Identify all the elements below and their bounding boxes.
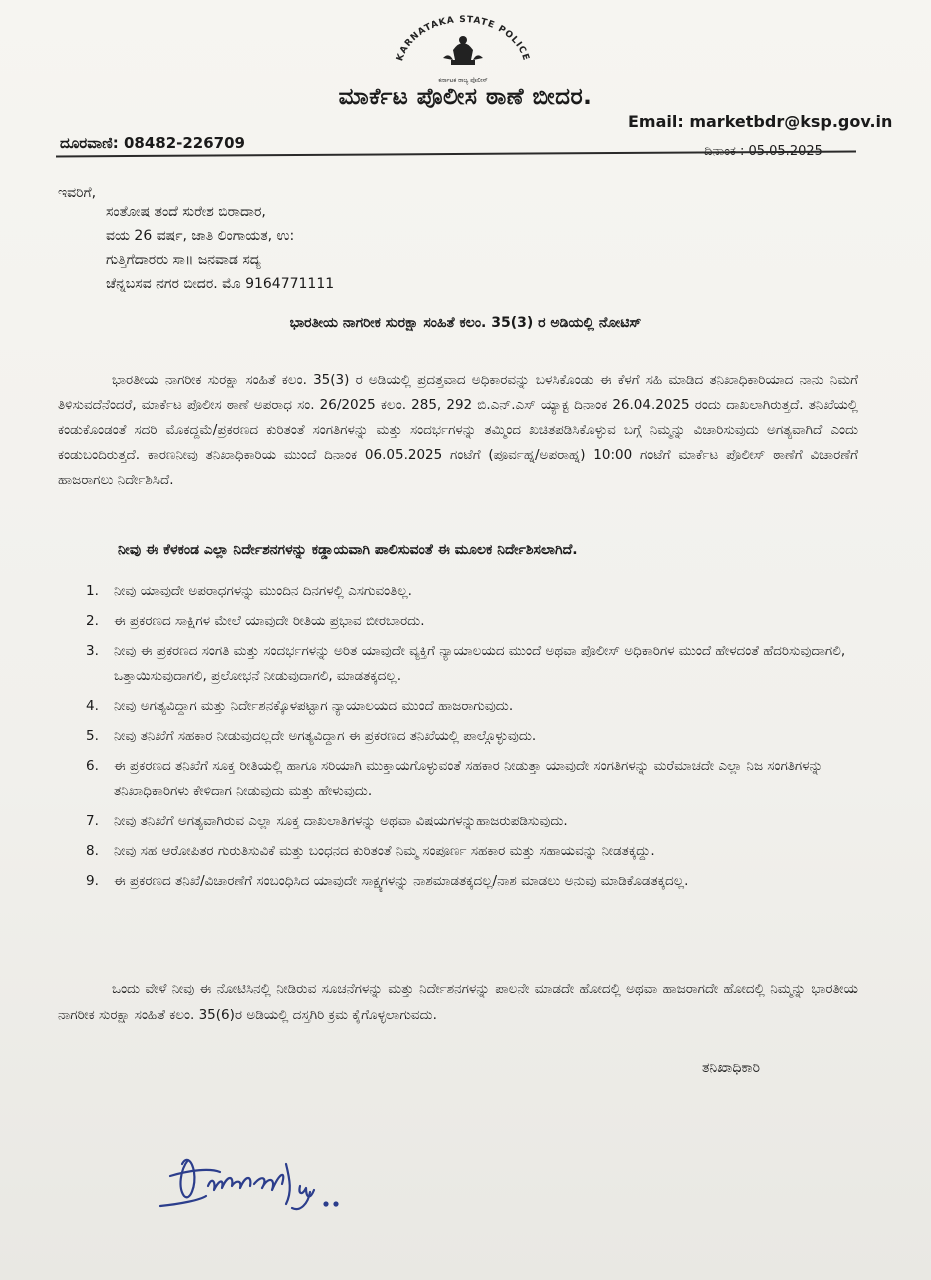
recipient-label: ಇವರಿಗೆ,: [58, 185, 97, 201]
direction-item: [86, 754, 866, 804]
item-number: 5.: [86, 728, 99, 744]
phone-number: ದೂರವಾಣಿ: 08482-226709: [60, 134, 245, 152]
item-text: ಈ ಪ್ರಕರಣದ ತನಿಖೆಗೆ ಸೂಕ್ತ ರೀತಿಯಲ್ಲಿ ಹಾಗೂ ಸರಿಯಾಗಿ ಮುಕ್ತಾಯಗೊಳ್ಳುವಂತೆ ಸಹಕಾರ ನೀಡುತ್ತಾ ಯಾವುದೇ ಸಂಗತಿಗಳನ್ನು ಮರೆಮಾಚದೇ ಎಲ್ಲಾ ನಿಜ ಸಂಗತಿಗಳನ್ನು ತನಿಖಾಧಿಕಾರಿಗಳು ಕೇಳಿದಾಗ ನೀಡುವುದು ಮತ್ತು ಹೇಳುವುದು.: [114, 758, 824, 799]
direction-item: [86, 869, 866, 894]
item-text: ನೀವು ಈ ಪ್ರಕರಣದ ಸಂಗತಿ ಮತ್ತು ಸಂದರ್ಭಗಳನ್ನು ಅರಿತ ಯಾವುದೇ ವ್ಯಕ್ತಿಗೆ ನ್ಯಾಯಾಲಯದ ಮುಂದೆ ಅಥವಾ ಪೊಲೀಸ್ ಅಧಿಕಾರಿಗಳ ಮುಂದೆ ಹೇಳದಂತೆ ಹೆದರಿಸುವುದಾಗಲಿ, ಒತ್ತಾಯಿಸುವುದಾಗಲಿ, ಪ್ರಲೋಭನೆ ನೀಡುವುದಾಗಲಿ, ಮಾಡತಕ್ಕದಲ್ಲ.: [114, 643, 846, 684]
svg-text:KARNATAKA STATE POLICE: KARNATAKA STATE POLICE: [395, 14, 531, 63]
item-number: 6.: [86, 758, 99, 774]
item-number: 7.: [86, 813, 99, 829]
item-text: ನೀವು ಯಾವುದೇ ಅಪರಾಧಗಳನ್ನು ಮುಂದಿನ ದಿನಗಳಲ್ಲಿ ಎಸಗುವಂತಿಲ್ಲ.: [114, 583, 412, 599]
address-line: ವಯ 26 ವರ್ಷ, ಜಾತಿ ಲಿಂಗಾಯತ, ಉ:: [106, 228, 295, 244]
direction-item: [86, 609, 866, 634]
email-address: Email: marketbdr@ksp.gov.in: [628, 112, 893, 131]
svg-text:ಕರ್ನಾಟಕ ರಾಜ್ಯ ಪೊಲೀಸ್: ಕರ್ನಾಟಕ ರಾಜ್ಯ ಪೊಲೀಸ್: [438, 77, 488, 84]
notice-subject: ಭಾರತೀಯ ನಾಗರೀಕ ಸುರಕ್ಷಾ ಸಂಹಿತೆ ಕಲಂ. 35(3) ರ ಅಡಿಯಲ್ಲಿ ನೋಟಿಸ್: [289, 315, 642, 331]
notice-body: ಭಾರತೀಯ ನಾಗರೀಕ ಸುರಕ್ಷಾ ಸಂಹಿತೆ ಕಲಂ. 35(3) ರ ಅಡಿಯಲ್ಲಿ ಪ್ರದತ್ತವಾದ ಅಧಿಕಾರವನ್ನು ಬಳಸಿಕೊಂಡು ಈ ಕೆಳಗೆ ಸಹಿ ಮಾಡಿದ ತನಿಖಾಧಿಕಾರಿಯಾದ ನಾನು ನಿಮಗೆ ತಿಳಿಸುವದೆನೆಂದರೆ, ಮಾರ್ಕೆಟ ಪೊಲೀಸ ಠಾಣೆ ಅಪರಾಧ ಸಂ. 26/2025 ಕಲಂ. 285, 292 ಬಿ.ಎನ್.ಎಸ್ ಯ್ಯಾಕ್ಟ ದಿನಾಂಕ 26.04.2025 ರಂದು ದಾಖಲಾಗಿರುತ್ತದೆ. ತನಿಖೆಯಲ್ಲಿ ಕಂಡುಕೊಂಡಂತೆ ಸದರಿ ಮೊಕದ್ದಮೆ/ಪ್ರಕರಣದ ಕುರಿತಂತೆ ಸಂಗತಿಗಳನ್ನು ಮತ್ತು ಸಂದರ್ಭಗಳನ್ನು ತಮ್ಮಿಂದ ಖಚಿತಪಡಿಸಿಕೊಳ್ಳುವ ಬಗ್ಗೆ ನಿಮ್ಮನ್ನು ವಿಚಾರಿಸುವುದು ಅಗತ್ಯವಾಗಿದೆ ಎಂದು ಕಂಡುಬಂದಿರುತ್ತದೆ. ಕಾರಣನೀವು ತನಿಖಾಧಿಕಾರಿಯ ಮುಂದೆ ದಿನಾಂಕ 06.05.2025 ಗಂಟೆಗೆ (ಪೂರ್ವಹ್ನ/ಅಪರಾಹ್ನ) 10:00 ಗಂಟೆಗೆ ಮಾರ್ಕೆಟ ಪೊಲೀಸ್ ಠಾಣೆಗೆ ವಿಚಾರಣೆಗೆ ಹಾಜರಾಗಲು ನಿರ್ದೇಶಿಸಿದೆ.: [58, 372, 858, 488]
item-number: 2.: [86, 613, 99, 629]
direction-item: [86, 809, 866, 834]
item-text: ಈ ಪ್ರಕರಣದ ಸಾಕ್ಷಿಗಳ ಮೇಲೆ ಯಾವುದೇ ರೀತಿಯ ಪ್ರಭಾವ ಬೀರಬಾರದು.: [114, 613, 425, 629]
item-number: 3.: [86, 643, 99, 659]
item-number: 9.: [86, 873, 99, 889]
item-text: ಈ ಪ್ರಕರಣದ ತನಿಖೆ/ವಿಚಾರಣೆಗೆ ಸಂಬಂಧಿಸಿದ ಯಾವುದೇ ಸಾಕ್ಷ್ಯಗಳನ್ನು ನಾಶಮಾಡತಕ್ಕದಲ್ಲ/ನಾಶ ಮಾಡಲು ಅನುವು ಮಾಡಿಕೊಡತಕ್ಕದಲ್ಲ.: [114, 873, 689, 889]
directions-list: [86, 579, 866, 899]
direction-item: [86, 839, 866, 864]
direction-item: [86, 639, 866, 689]
police-emblem-logo: [383, 14, 543, 94]
office-title: ಮಾರ್ಕೆಟ ಪೊಲೀಸ ಠಾಣೆ ಬೀದರ.: [338, 84, 593, 110]
direction-item: [86, 579, 866, 604]
item-number: 1.: [86, 583, 99, 599]
direction-item: [86, 694, 866, 719]
address-line: ಚೆನ್ನಬಸವ ನಗರ ಬೀದರ. ಮೊ 9164771111: [106, 276, 335, 292]
direction-item: [86, 724, 866, 749]
officer-signature: [150, 1130, 380, 1220]
officer-designation: ತನಿಖಾಧಿಕಾರಿ: [702, 1060, 761, 1076]
recipient-address: [106, 200, 334, 296]
directive-heading: ನೀವು ಈ ಕೆಳಕಂಡ ಎಲ್ಲಾ ನಿರ್ದೇಶನಗಳನ್ನು ಕಡ್ಡಾಯವಾಗಿ ಪಾಲಿಸುವಂತೆ ಈ ಮೂಲಕ ನಿರ್ದೇಶಿಸಲಾಗಿದೆ.: [118, 542, 578, 558]
address-line: ಸಂತೋಷ ತಂದೆ ಸುರೇಶ ಬಿರಾದಾರ,: [106, 204, 266, 220]
item-text: ನೀವು ಸಹ ಆರೋಪಿತರ ಗುರುತಿಸುವಿಕೆ ಮತ್ತು ಬಂಧನದ ಕುರಿತಂತೆ ನಿಮ್ಮ ಸಂಪೂರ್ಣ ಸಹಕಾರ ಮತ್ತು ಸಹಾಯವನ್ನು ನೀಡತಕ್ಕದ್ದು.: [114, 843, 655, 859]
item-number: 8.: [86, 843, 99, 859]
closing-paragraph: ಒಂದು ವೇಳೆ ನೀವು ಈ ನೋಟಿಸಿನಲ್ಲಿ ನೀಡಿರುವ ಸೂಚನೆಗಳನ್ನು ಮತ್ತು ನಿರ್ದೇಶನಗಳನ್ನು ಪಾಲನೇ ಮಾಡದೇ ಹೋದಲ್ಲಿ ಅಥವಾ ಹಾಜರಾಗದೇ ಹೋದಲ್ಲಿ ನಿಮ್ಮನ್ನು ಭಾರತೀಯ ನಾಗರೀಕ ಸುರಕ್ಷಾ ಸಂಹಿತೆ ಕಲಂ. 35(6)ರ ಅಡಿಯಲ್ಲಿ ದಸ್ತಗಿರಿ ಕ್ರಮ ಕೈಗೊಳ್ಳಲಾಗುವದು.: [58, 981, 858, 1023]
item-text: ನೀವು ತನಿಖೆಗೆ ಸಹಕಾರ ನೀಡುವುದಲ್ಲದೇ ಅಗತ್ಯವಿದ್ದಾಗ ಈ ಪ್ರಕರಣದ ತನಿಖೆಯಲ್ಲಿ ಪಾಲ್ಗೊಳ್ಳುವುದು.: [114, 728, 537, 744]
item-number: 4.: [86, 698, 99, 714]
address-line: ಗುತ್ತಿಗೆದಾರರು ಸಾ॥ ಜನವಾಡ ಸದ್ಯ: [106, 252, 261, 268]
notice-date: ದಿನಾಂಕ : 05.05.2025: [704, 144, 823, 159]
item-text: ನೀವು ಅಗತ್ಯವಿದ್ದಾಗ ಮತ್ತು ನಿರ್ದೇಶನಕ್ಕೊಳಪಟ್ಟಾಗ ನ್ಯಾಯಾಲಯದ ಮುಂದೆ ಹಾಜರಾಗುವುದು.: [114, 698, 514, 714]
item-text: ನೀವು ತನಿಖೆಗೆ ಅಗತ್ಯವಾಗಿರುವ ಎಲ್ಲಾ ಸೂಕ್ತ ದಾಖಲಾತಿಗಳನ್ನು ಅಥವಾ ವಿಷಯಗಳನ್ನುಹಾಜರುಪಡಿಸುವುದು.: [114, 813, 568, 829]
